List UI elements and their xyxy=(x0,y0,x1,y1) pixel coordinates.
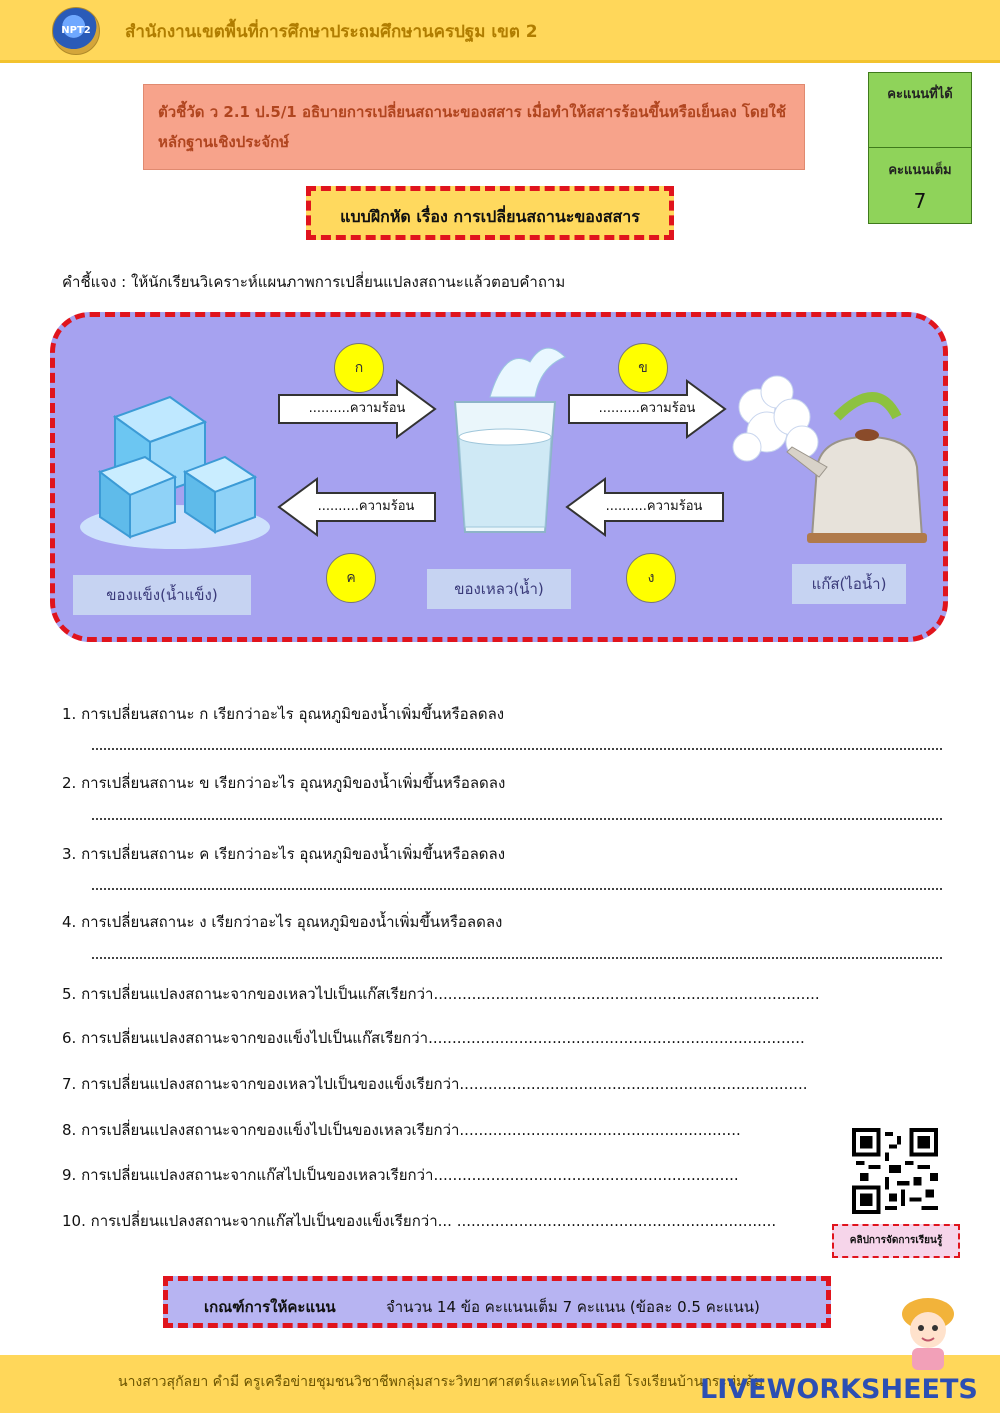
question-3: 3. การเปลี่ยนสถานะ ค เรียกว่าอะไร อุณหภูมิของน้ำเพิ่มขึ้นหรือลดลง xyxy=(62,845,506,863)
marker-c: ค xyxy=(326,553,376,603)
qr-code-icon[interactable] xyxy=(852,1128,938,1214)
liveworksheets-logo xyxy=(700,1374,978,1405)
marker-a: ก xyxy=(334,343,384,393)
state-label-gas: แก๊ส(ไอน้ำ) xyxy=(792,564,906,604)
brand-text: LIVEWORKSHEETS xyxy=(700,1374,978,1405)
instruction-text: คำชี้แจง : ให้นักเรียนวิเคราะห์แผนภาพการเปลี่ยนแปลงสถานะแล้วตอบคำถาม xyxy=(62,273,566,291)
criteria-label: เกณฑ์การให้คะแนน xyxy=(204,1298,336,1316)
indicator-box xyxy=(143,84,805,170)
arrow-c-text: ..........ความร้อน xyxy=(317,499,415,514)
question-6: 6. การเปลี่ยนแปลงสถานะจากของแข็งไปเป็นแก๊สเรียกว่า............................................................................... xyxy=(62,1029,805,1047)
qr-caption-button[interactable]: คลิปการจัดการเรียนรู้ xyxy=(832,1224,960,1258)
answer-line-4[interactable] xyxy=(92,947,942,959)
question-9: 9. การเปลี่ยนแปลงสถานะจากแก๊สไปเป็นของเหลวเรียกว่า................................................................ xyxy=(62,1166,739,1184)
score-divider xyxy=(869,147,971,148)
question-5: 5. การเปลี่ยนแปลงสถานะจากของเหลวไปเป็นแก๊สเรียกว่า................................................................................. xyxy=(62,985,820,1003)
question-8: 8. การเปลี่ยนแปลงสถานะจากของแข็งไปเป็นของเหลวเรียกว่า........................................................... xyxy=(62,1121,741,1139)
answer-line-1[interactable] xyxy=(92,738,942,750)
arrow-b-text: ..........ความร้อน xyxy=(598,401,696,416)
question-1: 1. การเปลี่ยนสถานะ ก เรียกว่าอะไร อุณหภูมิของน้ำเพิ่มขึ้นหรือลดลง xyxy=(62,705,505,723)
answer-line-3[interactable] xyxy=(92,878,942,890)
footer-credit: นางสาวสุกัลยา คำมี ครูเครือข่ายชุมชนวิชาชีพกลุ่มสาระวิทยาศาสตร์และเทคโนโลยี โรงเรียนบ้านกระทุ่มล้ม xyxy=(118,1374,764,1390)
district-logo xyxy=(52,7,100,55)
score-full-value: 7 xyxy=(913,189,927,213)
answer-line-2[interactable] xyxy=(92,808,942,820)
worksheet-title: แบบฝึกหัด เรื่อง การเปลี่ยนสถานะของสสาร xyxy=(340,207,640,226)
state-label-solid: ของแข็ง(น้ำแข็ง) xyxy=(73,575,251,615)
question-2: 2. การเปลี่ยนสถานะ ข เรียกว่าอะไร อุณหภูมิของน้ำเพิ่มขึ้นหรือลดลง xyxy=(62,774,506,792)
indicator-text: ตัวชี้วัด ว 2.1 ป.5/1 อธิบายการเปลี่ยนสถานะของสสาร เมื่อทำให้สสารร้อนขึ้นหรือเย็นลง โดยใช้หลักฐานเชิงประจักษ์ xyxy=(158,103,786,151)
state-change-diagram xyxy=(50,312,948,642)
question-4: 4. การเปลี่ยนสถานะ ง เรียกว่าอะไร อุณหภูมิของน้ำเพิ่มขึ้นหรือลดลง xyxy=(62,913,503,931)
arrow-d-text: ..........ความร้อน xyxy=(605,499,703,514)
criteria-text: จำนวน 14 ข้อ คะแนนเต็ม 7 คะแนน (ข้อละ 0.5 คะแนน) xyxy=(386,1298,760,1316)
arrow-c xyxy=(277,477,437,537)
scoring-criteria-box xyxy=(163,1276,831,1328)
water-glass-image xyxy=(435,327,575,547)
question-7: 7. การเปลี่ยนแปลงสถานะจากของเหลวไปเป็นของแข็งเรียกว่า......................................................................... xyxy=(62,1075,808,1093)
marker-d: ง xyxy=(626,553,676,603)
marker-b: ข xyxy=(618,343,668,393)
teacher-mascot-image xyxy=(898,1292,958,1370)
state-label-liquid: ของเหลว(น้ำ) xyxy=(427,569,571,609)
worksheet-title-box xyxy=(306,186,674,240)
question-10: 10. การเปลี่ยนแปลงสถานะจากแก๊สไปเป็นของแข็งเรียกว่า... ................................................................... xyxy=(62,1212,777,1230)
arrow-d xyxy=(565,477,725,537)
logo-text: NPT2 xyxy=(61,25,91,36)
kettle-steam-image xyxy=(727,357,927,547)
score-got-label: คะแนนที่ได้ xyxy=(887,87,953,102)
ice-cubes-image xyxy=(75,377,275,557)
score-full-label: คะแนนเต็ม xyxy=(888,163,952,178)
score-box xyxy=(868,72,972,224)
header-title: สำนักงานเขตพื้นที่การศึกษาประถมศึกษานครปฐม เขต 2 xyxy=(125,22,538,42)
arrow-a-text: ..........ความร้อน xyxy=(308,401,406,416)
